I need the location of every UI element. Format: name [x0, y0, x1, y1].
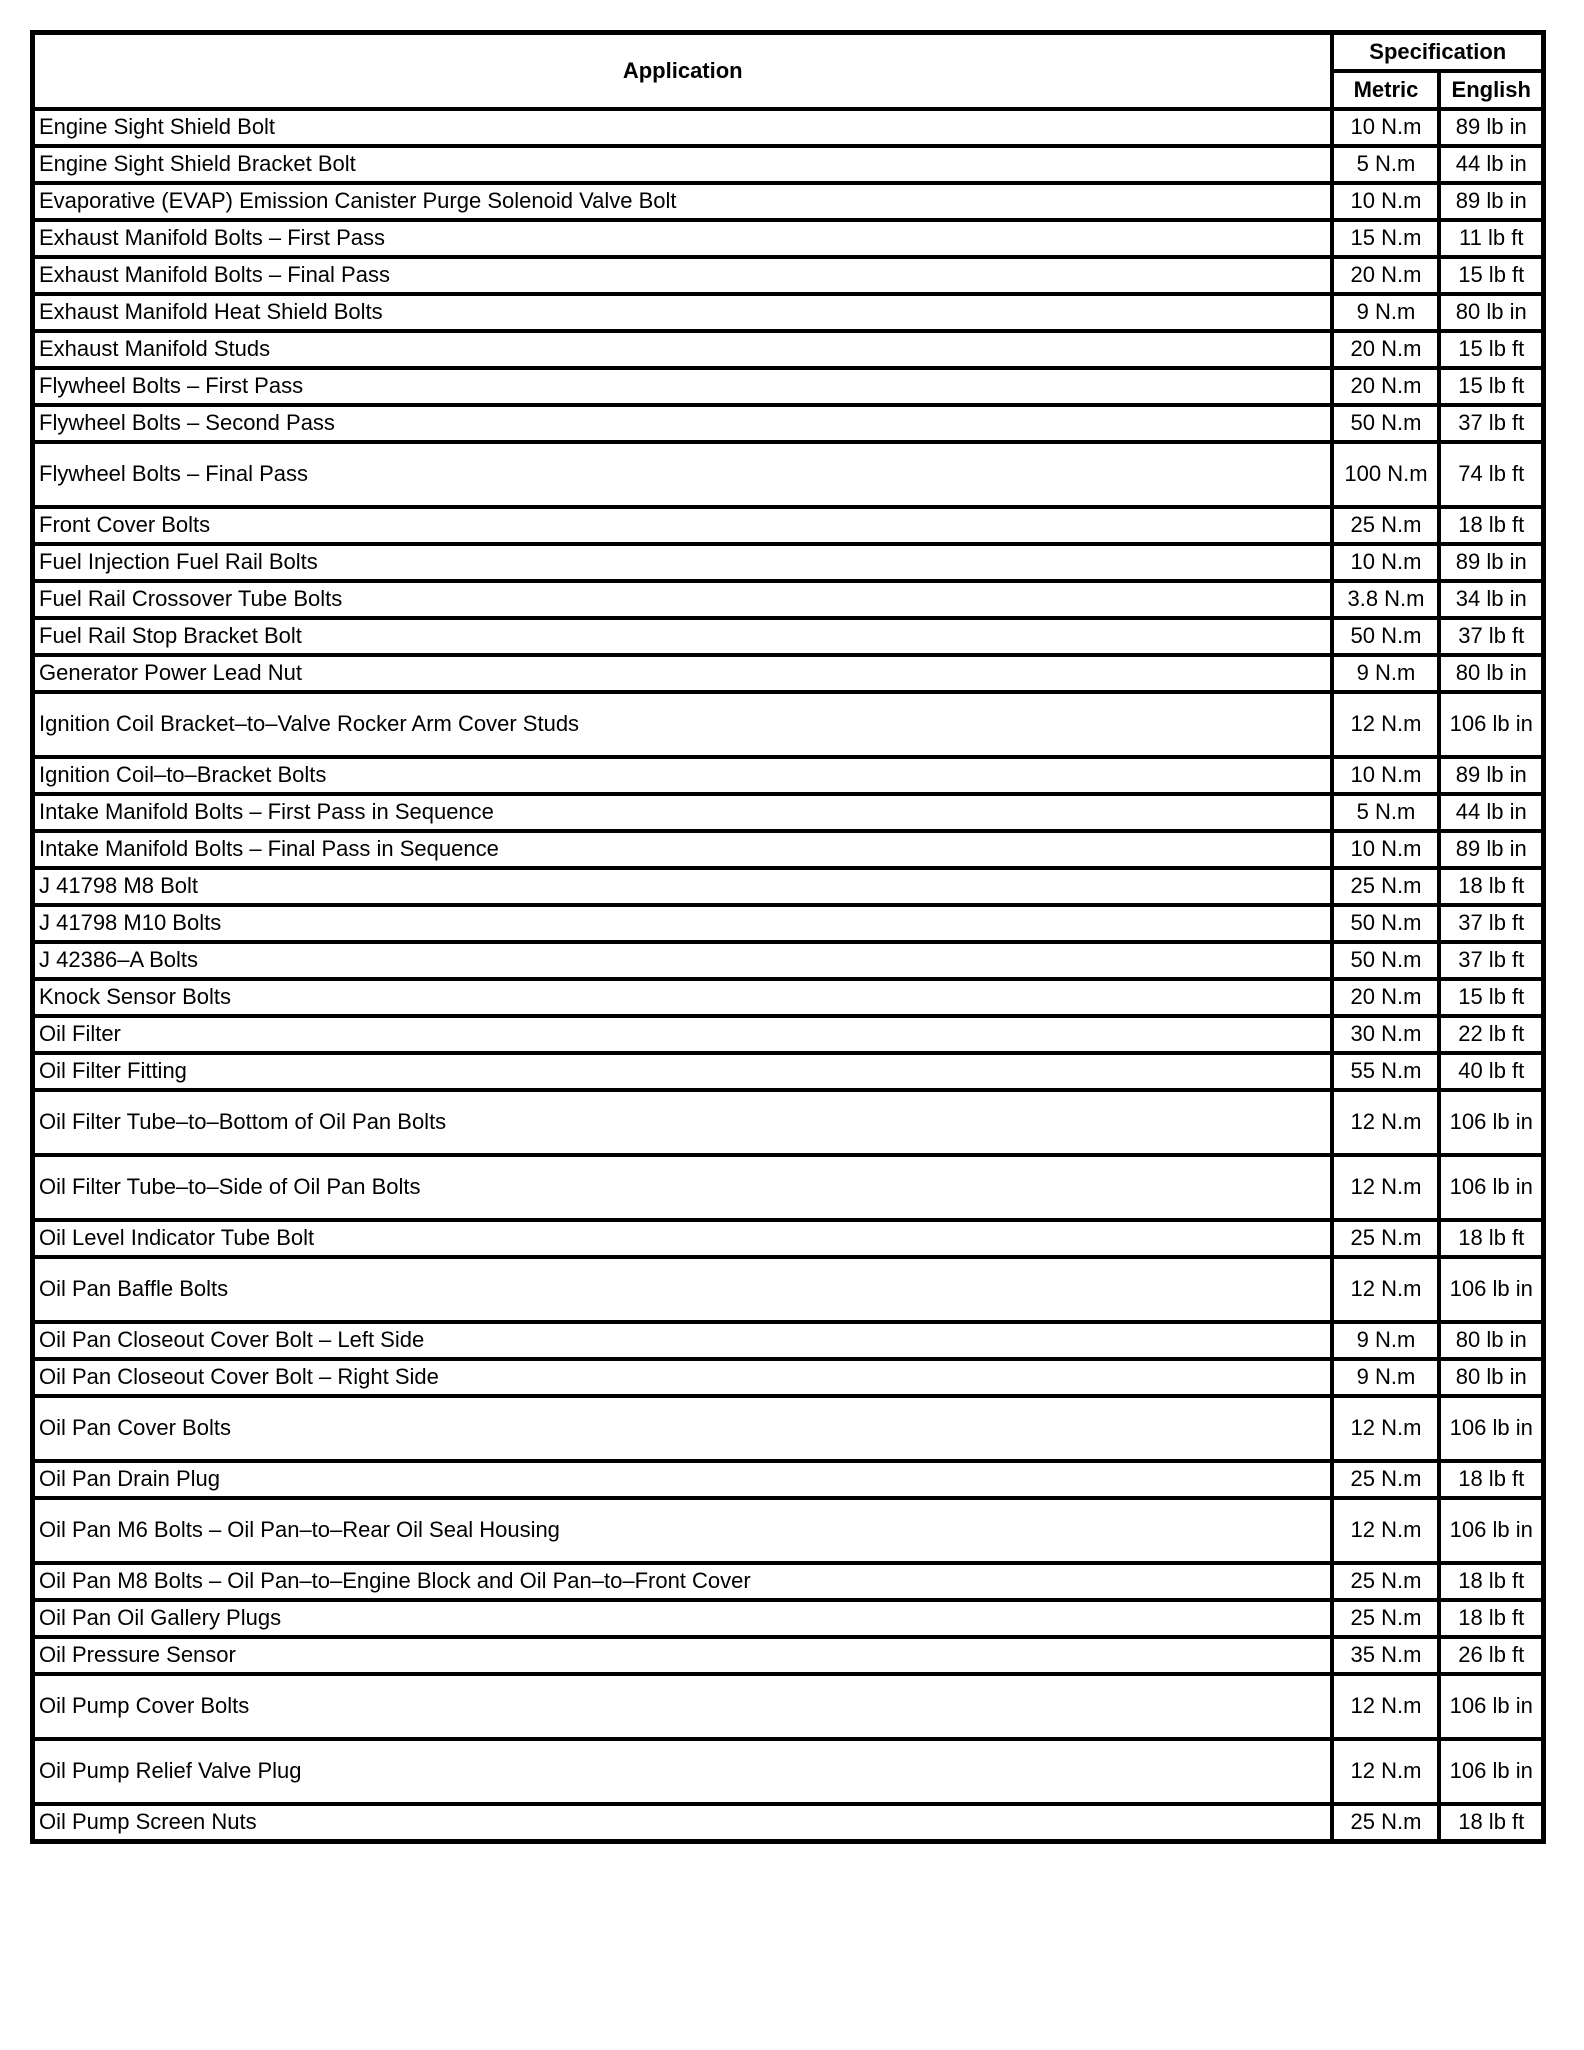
- table-row: [33, 1155, 1544, 1220]
- metric-cell: 50 N.m: [1332, 905, 1439, 942]
- english-cell: 37 lb ft: [1439, 905, 1543, 942]
- english-cell: 11 lb ft: [1439, 220, 1543, 257]
- application-cell: Generator Power Lead Nut: [33, 655, 1333, 692]
- table-row: [33, 294, 1544, 331]
- application-cell: Ignition Coil–to–Bracket Bolts: [33, 757, 1333, 794]
- metric-cell: 12 N.m: [1332, 1396, 1439, 1461]
- table-row: [33, 368, 1544, 405]
- application-cell: J 41798 M8 Bolt: [33, 868, 1333, 905]
- application-cell: Oil Pan Drain Plug: [33, 1461, 1333, 1498]
- table-row: [33, 1359, 1544, 1396]
- table-row: [33, 1461, 1544, 1498]
- application-cell: J 42386–A Bolts: [33, 942, 1333, 979]
- metric-cell: 25 N.m: [1332, 1461, 1439, 1498]
- metric-cell: 50 N.m: [1332, 618, 1439, 655]
- application-cell: Oil Pump Relief Valve Plug: [33, 1739, 1333, 1804]
- english-cell: 106 lb in: [1439, 1674, 1543, 1739]
- metric-cell: 12 N.m: [1332, 1498, 1439, 1563]
- table-row: [33, 183, 1544, 220]
- table-row: [33, 1016, 1544, 1053]
- english-cell: 44 lb in: [1439, 794, 1543, 831]
- application-cell: Oil Filter: [33, 1016, 1333, 1053]
- table-row: [33, 1220, 1544, 1257]
- application-cell: Fuel Rail Stop Bracket Bolt: [33, 618, 1333, 655]
- metric-cell: 20 N.m: [1332, 257, 1439, 294]
- metric-cell: 12 N.m: [1332, 1257, 1439, 1322]
- table-row: [33, 942, 1544, 979]
- application-cell: Exhaust Manifold Studs: [33, 331, 1333, 368]
- metric-cell: 12 N.m: [1332, 1674, 1439, 1739]
- metric-cell: 12 N.m: [1332, 1739, 1439, 1804]
- application-cell: J 41798 M10 Bolts: [33, 905, 1333, 942]
- application-cell: Front Cover Bolts: [33, 507, 1333, 544]
- application-cell: Exhaust Manifold Bolts – First Pass: [33, 220, 1333, 257]
- table-row: [33, 692, 1544, 757]
- application-cell: Oil Pan Closeout Cover Bolt – Right Side: [33, 1359, 1333, 1396]
- application-cell: Oil Pan Cover Bolts: [33, 1396, 1333, 1461]
- table-row: [33, 544, 1544, 581]
- english-cell: 106 lb in: [1439, 1090, 1543, 1155]
- english-cell: 106 lb in: [1439, 1155, 1543, 1220]
- table-row: [33, 1257, 1544, 1322]
- english-cell: 18 lb ft: [1439, 1804, 1543, 1842]
- table-row: [33, 257, 1544, 294]
- header-application: Application: [33, 33, 1333, 109]
- metric-cell: 10 N.m: [1332, 757, 1439, 794]
- table-row: [33, 831, 1544, 868]
- metric-cell: 10 N.m: [1332, 544, 1439, 581]
- table-row: [33, 905, 1544, 942]
- table-row: [33, 979, 1544, 1016]
- english-cell: 18 lb ft: [1439, 1461, 1543, 1498]
- metric-cell: 25 N.m: [1332, 1563, 1439, 1600]
- table-row: [33, 1739, 1544, 1804]
- torque-spec-table: [30, 30, 1546, 1844]
- metric-cell: 30 N.m: [1332, 1016, 1439, 1053]
- metric-cell: 50 N.m: [1332, 405, 1439, 442]
- english-cell: 74 lb ft: [1439, 442, 1543, 507]
- application-cell: Engine Sight Shield Bolt: [33, 109, 1333, 146]
- application-cell: Engine Sight Shield Bracket Bolt: [33, 146, 1333, 183]
- english-cell: 89 lb in: [1439, 831, 1543, 868]
- english-cell: 18 lb ft: [1439, 868, 1543, 905]
- application-cell: Oil Pan M8 Bolts – Oil Pan–to–Engine Block and Oil Pan–to–Front Cover: [33, 1563, 1333, 1600]
- application-cell: Intake Manifold Bolts – Final Pass in Sequence: [33, 831, 1333, 868]
- english-cell: 80 lb in: [1439, 1359, 1543, 1396]
- header-metric: Metric: [1332, 71, 1439, 109]
- application-cell: Oil Filter Tube–to–Bottom of Oil Pan Bolts: [33, 1090, 1333, 1155]
- metric-cell: 20 N.m: [1332, 368, 1439, 405]
- table-row: [33, 331, 1544, 368]
- english-cell: 106 lb in: [1439, 1257, 1543, 1322]
- table-row: [33, 794, 1544, 831]
- table-row: [33, 1498, 1544, 1563]
- metric-cell: 50 N.m: [1332, 942, 1439, 979]
- english-cell: 26 lb ft: [1439, 1637, 1543, 1674]
- english-cell: 37 lb ft: [1439, 405, 1543, 442]
- table-row: [33, 1053, 1544, 1090]
- english-cell: 37 lb ft: [1439, 618, 1543, 655]
- metric-cell: 35 N.m: [1332, 1637, 1439, 1674]
- english-cell: 15 lb ft: [1439, 979, 1543, 1016]
- table-row: [33, 581, 1544, 618]
- english-cell: 89 lb in: [1439, 544, 1543, 581]
- english-cell: 89 lb in: [1439, 757, 1543, 794]
- english-cell: 34 lb in: [1439, 581, 1543, 618]
- application-cell: Oil Pump Screen Nuts: [33, 1804, 1333, 1842]
- english-cell: 106 lb in: [1439, 1739, 1543, 1804]
- application-cell: Ignition Coil Bracket–to–Valve Rocker Arm Cover Studs: [33, 692, 1333, 757]
- application-cell: Oil Pan Oil Gallery Plugs: [33, 1600, 1333, 1637]
- table-row: [33, 1804, 1544, 1842]
- metric-cell: 25 N.m: [1332, 1600, 1439, 1637]
- english-cell: 15 lb ft: [1439, 368, 1543, 405]
- metric-cell: 20 N.m: [1332, 331, 1439, 368]
- english-cell: 37 lb ft: [1439, 942, 1543, 979]
- application-cell: Oil Pan M6 Bolts – Oil Pan–to–Rear Oil Seal Housing: [33, 1498, 1333, 1563]
- metric-cell: 25 N.m: [1332, 868, 1439, 905]
- metric-cell: 10 N.m: [1332, 831, 1439, 868]
- english-cell: 80 lb in: [1439, 294, 1543, 331]
- application-cell: Exhaust Manifold Bolts – Final Pass: [33, 257, 1333, 294]
- table-row: [33, 868, 1544, 905]
- english-cell: 80 lb in: [1439, 1322, 1543, 1359]
- metric-cell: 25 N.m: [1332, 1220, 1439, 1257]
- application-cell: Oil Pressure Sensor: [33, 1637, 1333, 1674]
- metric-cell: 25 N.m: [1332, 507, 1439, 544]
- metric-cell: 12 N.m: [1332, 1090, 1439, 1155]
- metric-cell: 5 N.m: [1332, 794, 1439, 831]
- metric-cell: 25 N.m: [1332, 1804, 1439, 1842]
- english-cell: 44 lb in: [1439, 146, 1543, 183]
- english-cell: 15 lb ft: [1439, 331, 1543, 368]
- application-cell: Evaporative (EVAP) Emission Canister Purge Solenoid Valve Bolt: [33, 183, 1333, 220]
- header-specification: Specification: [1332, 33, 1543, 71]
- application-cell: Oil Pump Cover Bolts: [33, 1674, 1333, 1739]
- table-row: [33, 405, 1544, 442]
- english-cell: 18 lb ft: [1439, 1220, 1543, 1257]
- application-cell: Oil Pan Baffle Bolts: [33, 1257, 1333, 1322]
- table-row: [33, 109, 1544, 146]
- application-cell: Intake Manifold Bolts – First Pass in Sequence: [33, 794, 1333, 831]
- english-cell: 89 lb in: [1439, 109, 1543, 146]
- application-cell: Fuel Rail Crossover Tube Bolts: [33, 581, 1333, 618]
- english-cell: 106 lb in: [1439, 1498, 1543, 1563]
- english-cell: 40 lb ft: [1439, 1053, 1543, 1090]
- table-row: [33, 1637, 1544, 1674]
- table-row: [33, 1600, 1544, 1637]
- metric-cell: 15 N.m: [1332, 220, 1439, 257]
- metric-cell: 100 N.m: [1332, 442, 1439, 507]
- application-cell: Oil Level Indicator Tube Bolt: [33, 1220, 1333, 1257]
- table-row: [33, 1322, 1544, 1359]
- metric-cell: 9 N.m: [1332, 1322, 1439, 1359]
- metric-cell: 5 N.m: [1332, 146, 1439, 183]
- metric-cell: 12 N.m: [1332, 692, 1439, 757]
- application-cell: Flywheel Bolts – First Pass: [33, 368, 1333, 405]
- application-cell: Oil Pan Closeout Cover Bolt – Left Side: [33, 1322, 1333, 1359]
- table-row: [33, 1396, 1544, 1461]
- application-cell: Exhaust Manifold Heat Shield Bolts: [33, 294, 1333, 331]
- header-english: English: [1439, 71, 1543, 109]
- metric-cell: 55 N.m: [1332, 1053, 1439, 1090]
- table-row: [33, 146, 1544, 183]
- metric-cell: 12 N.m: [1332, 1155, 1439, 1220]
- metric-cell: 10 N.m: [1332, 183, 1439, 220]
- english-cell: 18 lb ft: [1439, 507, 1543, 544]
- table-row: [33, 1674, 1544, 1739]
- application-cell: Oil Filter Fitting: [33, 1053, 1333, 1090]
- english-cell: 22 lb ft: [1439, 1016, 1543, 1053]
- metric-cell: 9 N.m: [1332, 1359, 1439, 1396]
- table-row: [33, 220, 1544, 257]
- english-cell: 89 lb in: [1439, 183, 1543, 220]
- english-cell: 80 lb in: [1439, 655, 1543, 692]
- application-cell: Oil Filter Tube–to–Side of Oil Pan Bolts: [33, 1155, 1333, 1220]
- table-row: [33, 1090, 1544, 1155]
- metric-cell: 20 N.m: [1332, 979, 1439, 1016]
- english-cell: 106 lb in: [1439, 692, 1543, 757]
- metric-cell: 9 N.m: [1332, 655, 1439, 692]
- english-cell: 18 lb ft: [1439, 1563, 1543, 1600]
- english-cell: 15 lb ft: [1439, 257, 1543, 294]
- table-row: [33, 618, 1544, 655]
- table-row: [33, 655, 1544, 692]
- table-row: [33, 507, 1544, 544]
- application-cell: Flywheel Bolts – Second Pass: [33, 405, 1333, 442]
- english-cell: 18 lb ft: [1439, 1600, 1543, 1637]
- application-cell: Knock Sensor Bolts: [33, 979, 1333, 1016]
- table-row: [33, 757, 1544, 794]
- metric-cell: 10 N.m: [1332, 109, 1439, 146]
- table-row: [33, 442, 1544, 507]
- application-cell: Fuel Injection Fuel Rail Bolts: [33, 544, 1333, 581]
- metric-cell: 3.8 N.m: [1332, 581, 1439, 618]
- english-cell: 106 lb in: [1439, 1396, 1543, 1461]
- table-row: [33, 1563, 1544, 1600]
- metric-cell: 9 N.m: [1332, 294, 1439, 331]
- application-cell: Flywheel Bolts – Final Pass: [33, 442, 1333, 507]
